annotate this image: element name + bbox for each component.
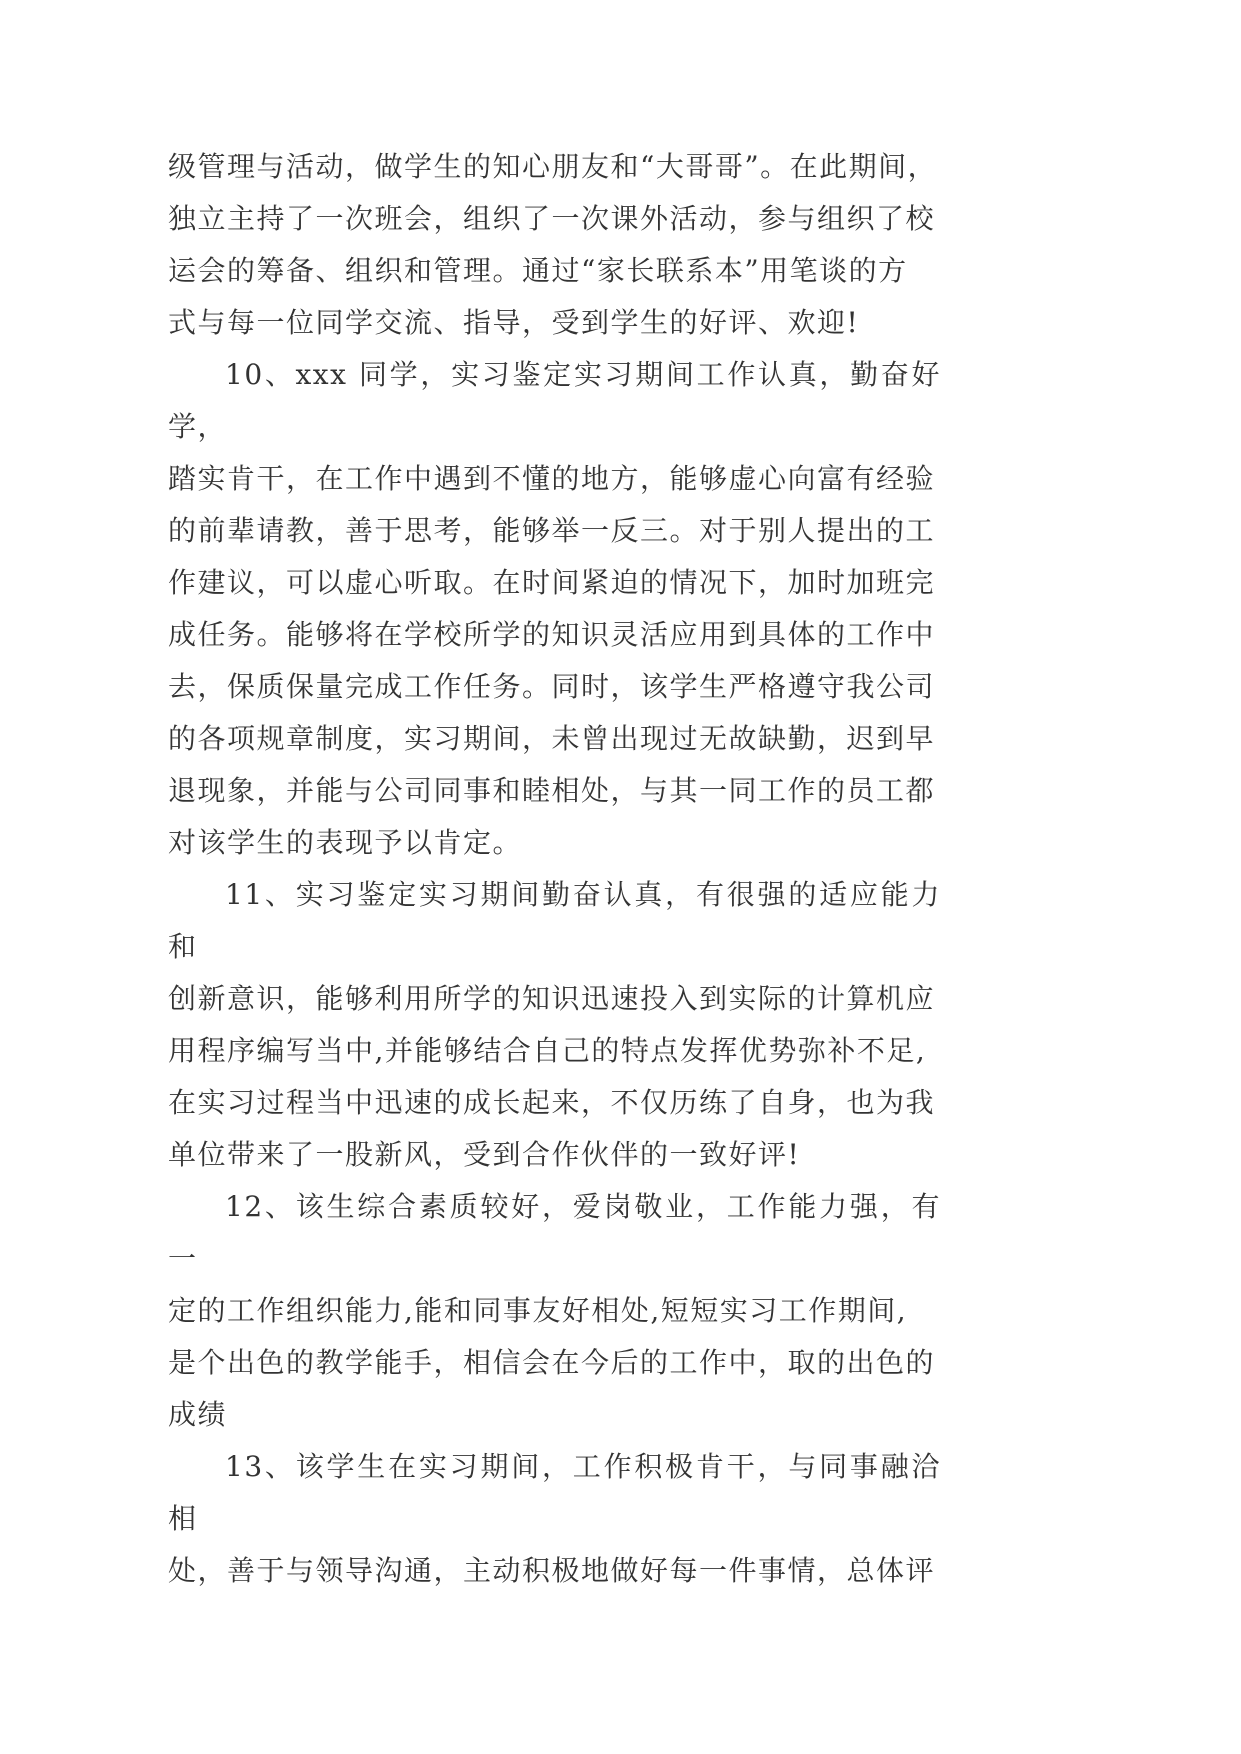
paragraph-10 xyxy=(168,349,941,869)
text-line: 去，保质保量完成工作任务。同时，该学生严格遵守我公司 xyxy=(168,670,936,703)
text-line: 创新意识，能够利用所学的知识迅速投入到实际的计算机应 xyxy=(168,982,936,1015)
text-line: 成任务。能够将在学校所学的知识灵活应用到具体的工作中 xyxy=(168,618,936,651)
text-line: 的前辈请教，善于思考，能够举一反三。对于别人提出的工 xyxy=(168,514,936,547)
text-line: 式与每一位同学交流、指导，受到学生的好评、欢迎! xyxy=(168,306,860,339)
text-line: 在实习过程当中迅速的成长起来，不仅历练了自身，也为我 xyxy=(168,1086,936,1119)
text-line: 13、该学生在实习期间，工作积极肯干，与同事融洽相 xyxy=(168,1450,941,1535)
text-line: 作建议，可以虚心听取。在时间紧迫的情况下，加时加班完 xyxy=(168,566,936,599)
text-line: 单位带来了一股新风，受到合作伙伴的一致好评! xyxy=(168,1138,801,1171)
document-body xyxy=(168,141,941,1597)
text-line: 退现象，并能与公司同事和睦相处，与其一同工作的员工都 xyxy=(168,774,936,807)
text-line: 11、实习鉴定实习期间勤奋认真，有很强的适应能力和 xyxy=(168,878,941,963)
text-line: 10、xxx 同学，实习鉴定实习期间工作认真，勤奋好学， xyxy=(168,358,941,443)
text-line: 对该学生的表现予以肯定。 xyxy=(168,826,523,859)
text-line: 用程序编写当中,并能够结合自己的特点发挥优势弥补不足, xyxy=(168,1034,927,1067)
text-line: 定的工作组织能力,能和同事友好相处,短短实习工作期间, xyxy=(168,1294,908,1327)
paragraph-12 xyxy=(168,1181,941,1441)
text-line: 踏实肯干，在工作中遇到不懂的地方，能够虚心向富有经验 xyxy=(168,462,936,495)
text-line: 是个出色的教学能手，相信会在今后的工作中，取的出色的 xyxy=(168,1346,936,1379)
text-line: 运会的筹备、组织和管理。通过“家长联系本”用笔谈的方 xyxy=(168,254,908,287)
text-line: 处，善于与领导沟通，主动积极地做好每一件事情，总体评 xyxy=(168,1554,936,1587)
paragraph-13 xyxy=(168,1441,941,1597)
paragraph-9-continuation xyxy=(168,141,941,349)
text-line: 独立主持了一次班会，组织了一次课外活动，参与组织了校 xyxy=(168,202,936,235)
paragraph-11 xyxy=(168,869,941,1181)
text-line: 级管理与活动，做学生的知心朋友和“大哥哥”。在此期间， xyxy=(168,150,938,183)
text-line: 成绩 xyxy=(168,1398,228,1431)
text-line: 的各项规章制度，实习期间，未曾出现过无故缺勤，迟到早 xyxy=(168,722,936,755)
text-line: 12、该生综合素质较好，爱岗敬业，工作能力强，有一 xyxy=(168,1190,941,1275)
